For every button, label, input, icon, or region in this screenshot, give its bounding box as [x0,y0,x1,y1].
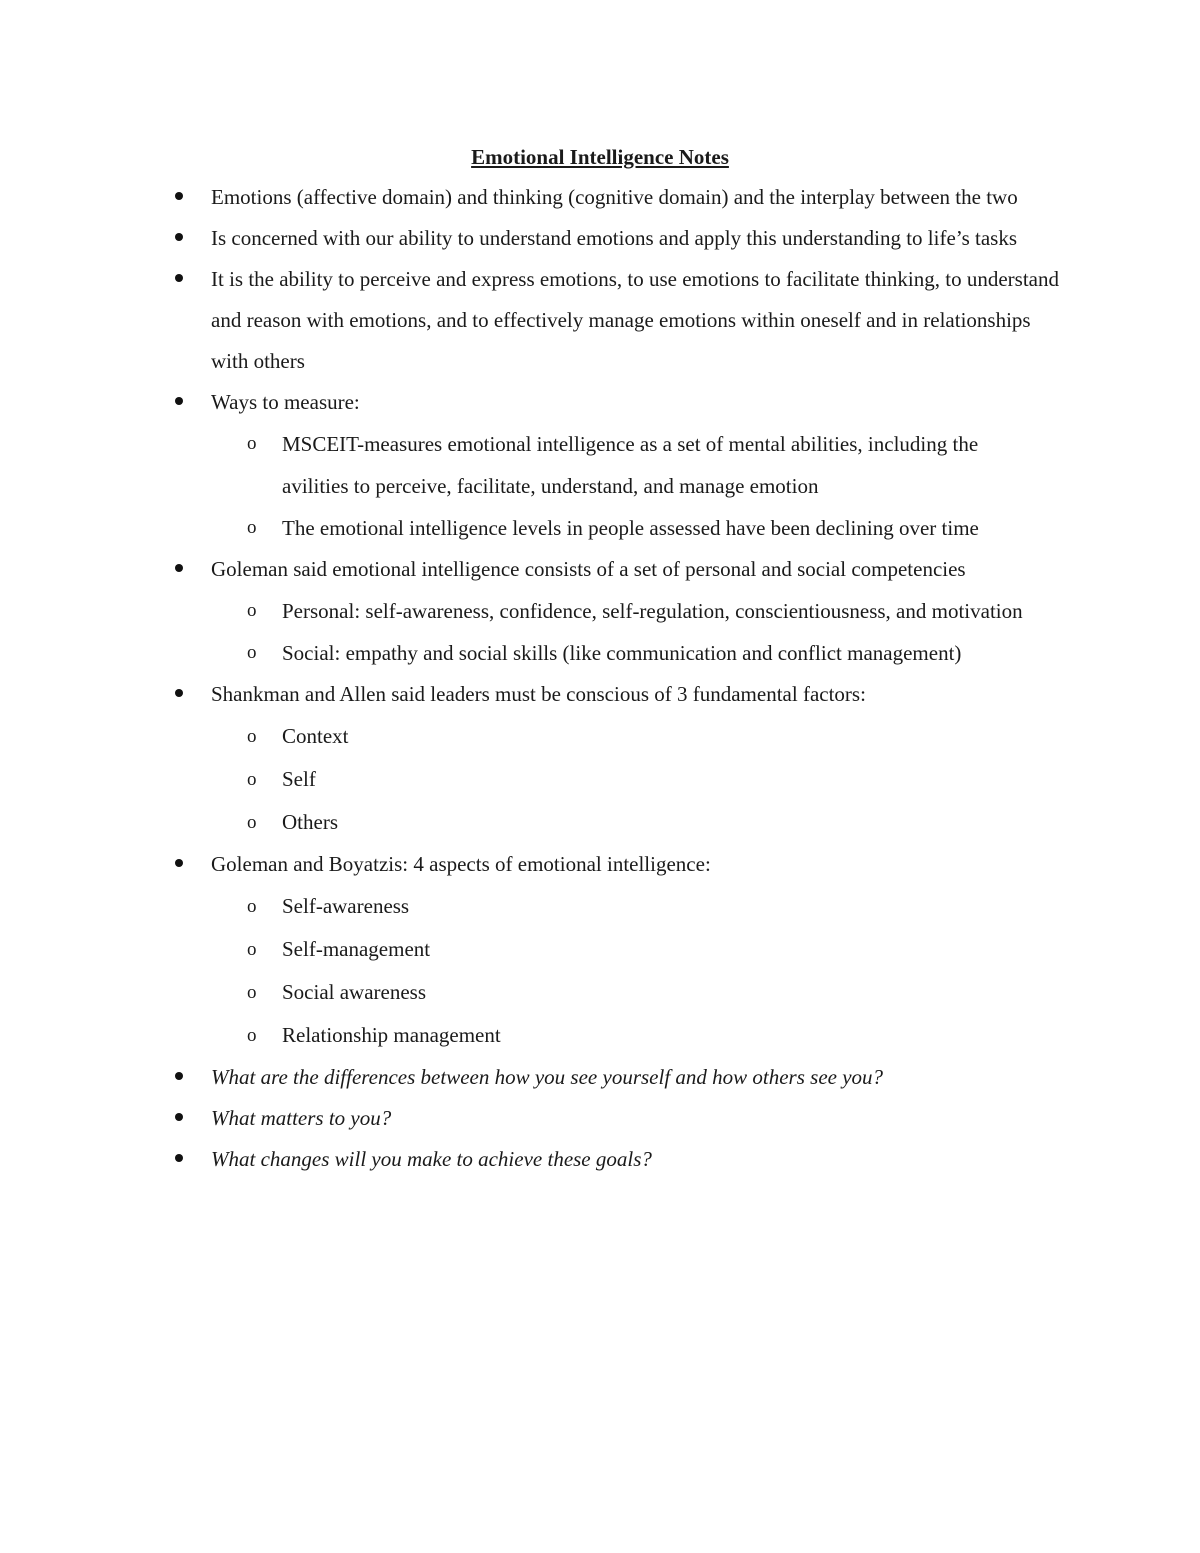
list-item [0,1139,1061,1180]
sub-list-item: o Context [282,715,1042,758]
sub-list-item: o Relationship management [282,1014,1042,1057]
list-item-text: Ways to measure: [211,390,360,414]
sub-list-item: o Social: empathy and social skills (like communication and conflict management) [282,632,1042,674]
list-item [0,259,1061,382]
notes-list [0,177,1200,1180]
list-item-text: Is concerned with our ability to understand emotions and apply this understanding to life’s tasks [211,226,1018,250]
sub-list [211,715,1061,844]
list-item-text: Emotions (affective domain) and thinking (cognitive domain) and the interplay between the two [211,185,1018,209]
list-item [0,177,1061,218]
list-item-text: What are the differences between how you see yourself and how others see you? [211,1065,884,1089]
list-item [0,218,1061,259]
list-item-text: Goleman said emotional intelligence consists of a set of personal and social competencies [211,557,966,581]
sub-list-item: o MSCEIT-measures emotional intelligence as a set of mental abilities, including the avilities to perceive, facilitate, understand, and manage emotion [282,423,1042,507]
sub-list-item: o Self-management [282,928,1042,971]
sub-list-item: o Self [282,758,1042,801]
list-item-text: Shankman and Allen said leaders must be conscious of 3 fundamental factors: [211,682,866,706]
sub-list-item: o Self-awareness [282,885,1042,928]
sub-list-item: o Social awareness [282,971,1042,1014]
list-item-text: What matters to you? [211,1106,392,1130]
list-item [0,844,1061,1057]
list-item [0,382,1061,549]
document-title: Emotional Intelligence Notes [471,145,729,169]
list-item [0,1098,1061,1139]
sub-list-item: o Others [282,801,1042,844]
sub-list-item: o The emotional intelligence levels in people assessed have been declining over time [282,507,1042,549]
sub-list [211,590,1061,674]
sub-list [211,885,1061,1057]
list-item [0,674,1061,844]
list-item [0,1057,1061,1098]
sub-list [211,423,1061,549]
list-item [0,549,1061,674]
list-item-text: What changes will you make to achieve these goals? [211,1147,652,1171]
list-item-text: It is the ability to perceive and express emotions, to use emotions to facilitate thinking, to understand and reason with emotions, and to effectively manage emotions within oneself and in relationships with others [211,267,1059,373]
sub-list-item: o Personal: self-awareness, confidence, self-regulation, conscientiousness, and motivation [282,590,1042,632]
list-item-text: Goleman and Boyatzis: 4 aspects of emotional intelligence: [211,852,711,876]
